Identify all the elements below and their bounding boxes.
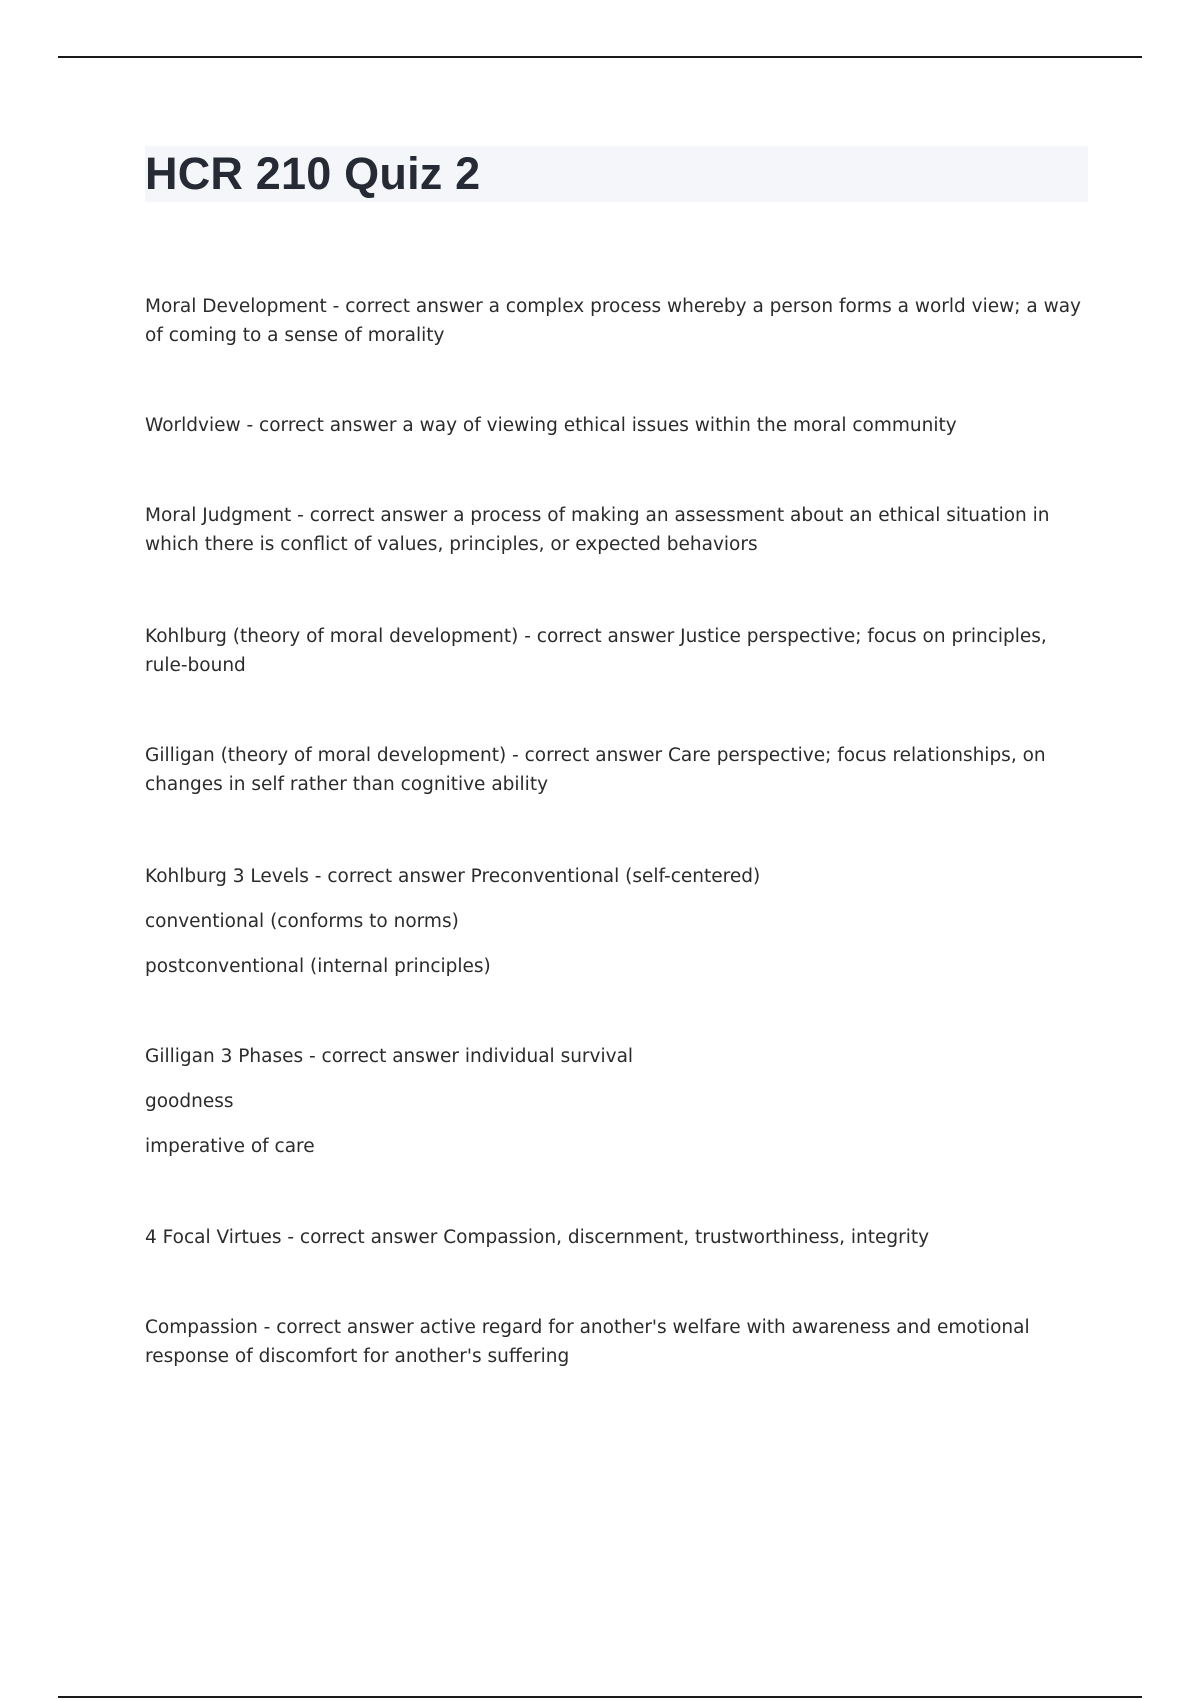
flashcard-text: Moral Development - correct answer a complex process whereby a person forms a world view; a way of coming to a sense of morality [145,296,1081,346]
flashcard-kohlburg-levels [145,862,1090,981]
document-title: HCR 210 Quiz 2 [145,148,481,199]
flashcard-focal-virtues [145,1223,1090,1252]
flashcard-text: Moral Judgment - correct answer a process of making an assessment about an ethical situation in which there is conflict of values, principles, or expected behaviors [145,505,1050,555]
flashcard-extra-line: postconventional (internal principles) [145,956,491,977]
flashcard-extra-line: goodness [145,1091,234,1112]
flashcard-text: Compassion - correct answer active regard for another's welfare with awareness and emotional response of discomfort for another's suffering [145,1317,1030,1367]
flashcard-kohlburg-theory [145,622,1090,680]
flashcard-worldview [145,411,1090,440]
flashcard-text: Gilligan (theory of moral development) - correct answer Care perspective; focus relationships, on changes in self rather than cognitive ability [145,745,1046,795]
flashcard-extra-line: conventional (conforms to norms) [145,911,459,932]
top-rule [58,56,1142,58]
bottom-rule [58,1696,1142,1698]
flashcard-text: 4 Focal Virtues - correct answer Compassion, discernment, trustworthiness, integrity [145,1227,930,1248]
flashcard-extra-line: imperative of care [145,1136,315,1157]
flashcard-text: Kohlburg (theory of moral development) - correct answer Justice perspective; focus on principles, rule-bound [145,626,1047,676]
flashcard-text: Worldview - correct answer a way of viewing ethical issues within the moral community [145,415,957,436]
flashcard-text: Kohlburg 3 Levels - correct answer Preconventional (self-centered) [145,866,761,887]
flashcard-list [145,292,1090,1371]
flashcard-text: Gilligan 3 Phases - correct answer individual survival [145,1046,634,1067]
flashcard-moral-development [145,292,1090,350]
flashcard-gilligan-phases [145,1042,1090,1161]
flashcard-gilligan-theory [145,741,1090,799]
flashcard-moral-judgment [145,501,1090,559]
flashcard-compassion [145,1313,1090,1371]
